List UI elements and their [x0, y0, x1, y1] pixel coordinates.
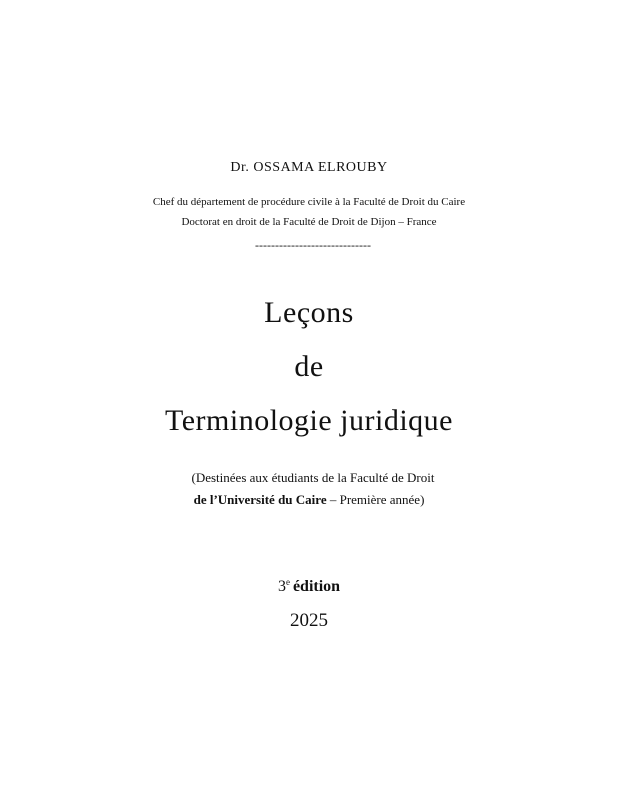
edition-label [0, 577, 618, 596]
book-title-line-1: Leçons [264, 296, 354, 329]
publication-year: 2025 [290, 610, 328, 631]
edition-superscript: e [285, 577, 290, 587]
subtitle-line-2 [0, 492, 618, 508]
book-title-line-2: de [294, 350, 324, 383]
edition-word: édition [292, 578, 341, 595]
subtitle-university: de l’Université du Caire [193, 492, 327, 507]
edition-number: 3 [277, 578, 286, 595]
author-affiliation-line-1: Chef du département de procédure civile à la Faculté de Droit du Caire [152, 196, 466, 208]
separator-dashes: ----------------------------- [255, 238, 371, 252]
subtitle-year-level: – Première année) [326, 492, 425, 507]
author-name: Dr. OSSAMA ELROUBY [230, 160, 388, 175]
author-affiliation-line-2: Doctorat en droit de la Faculté de Droit de Dijon – France [181, 216, 437, 228]
subtitle-line-1: (Destinées aux étudiants de la Faculté de Droit [191, 470, 435, 485]
book-title-line-3: Terminologie juridique [164, 404, 453, 437]
